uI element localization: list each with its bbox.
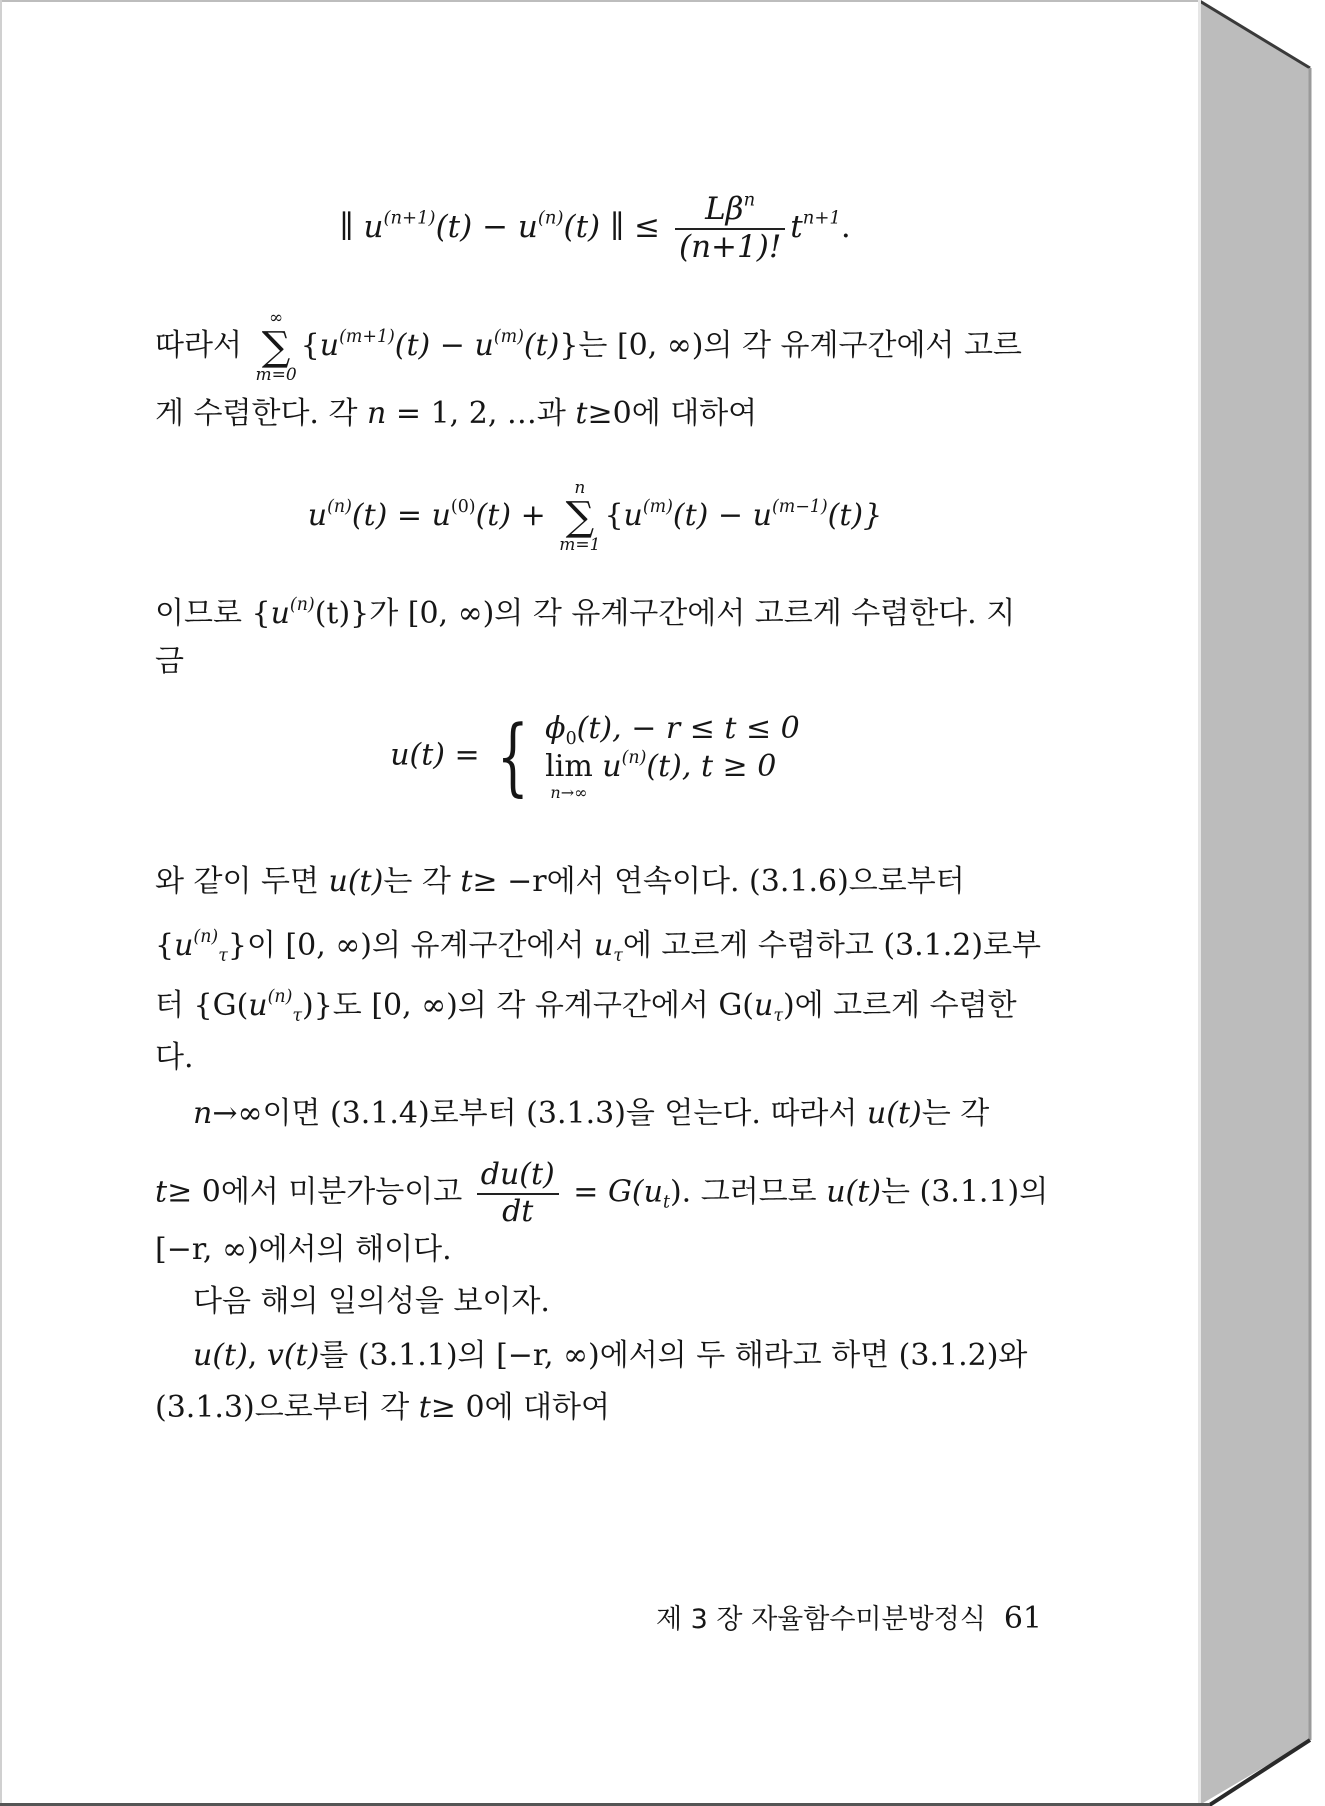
cases-rows: [545, 710, 800, 801]
text: }는 [0, ∞)의 각 유계구간에서 고르: [559, 328, 1022, 363]
math-t: (t): [523, 328, 560, 363]
brace-open: {: [604, 498, 624, 533]
text-line-5: [155, 864, 1035, 900]
math-t: (t): [435, 209, 473, 246]
limit: [545, 748, 593, 802]
superscript: n+1: [802, 207, 841, 229]
minus: −: [472, 209, 518, 246]
text: }이 [0, ∞)의 유계구간에서: [227, 928, 594, 963]
text: 다.: [155, 1040, 194, 1075]
fraction: [675, 189, 785, 265]
summation: [559, 480, 600, 554]
page-border-left: [0, 0, 2, 1806]
sum-symbol: ∑: [261, 324, 291, 370]
subscript: 0: [565, 729, 577, 750]
math-u-t: u(t): [826, 1174, 881, 1210]
math-t: (t) =: [351, 498, 432, 533]
text: ). 그러므로: [669, 1174, 827, 1210]
side-highlight: [1198, 0, 1201, 1806]
subscript: τ: [218, 946, 228, 967]
sum-lower: m=0: [255, 365, 297, 385]
math-u: u: [307, 498, 328, 533]
math-u: u: [643, 1174, 663, 1210]
sum-upper: ∞: [268, 308, 284, 328]
case-row-1: [545, 710, 800, 748]
text: [−r, ∞)에서의 해이다.: [155, 1232, 452, 1267]
superscript: (n): [193, 926, 219, 947]
superscript: (n): [267, 986, 293, 1007]
math-u: u: [754, 988, 774, 1023]
text: 를 (3.1.1)의 [−r, ∞)에서의 두 해라고 하면 (3.1.2)와: [319, 1338, 1028, 1373]
sum-symbol: ∑: [565, 494, 595, 540]
side-edge-graphic: [1198, 0, 1325, 1806]
superscript: (0): [450, 496, 476, 517]
math-t: t: [460, 864, 473, 899]
text: 는 각: [921, 1096, 990, 1131]
text: (3.1.3)으로부터 각: [155, 1390, 419, 1425]
math-n: n: [193, 1096, 213, 1131]
superscript: (n): [327, 496, 352, 517]
math-u: u: [248, 988, 268, 1023]
math-u: u: [431, 498, 451, 533]
text: →∞이면 (3.1.4)로부터 (3.1.3)을 얻는다. 따라서: [212, 1096, 867, 1131]
superscript: (m+1): [339, 326, 395, 347]
superscript: (n): [537, 207, 564, 229]
math-u: u: [319, 328, 340, 363]
math-v-t: v(t): [266, 1338, 320, 1373]
lim-subscript: n→∞: [550, 783, 588, 802]
norm-close: ∥ ≤: [600, 209, 670, 246]
superscript: (m): [642, 496, 673, 517]
math-t: t: [155, 1174, 168, 1210]
text: = G(: [563, 1174, 644, 1210]
side-face: [1198, 0, 1310, 1806]
text: ≥ −r에서 연속이다. (3.1.6)으로부터: [472, 864, 965, 899]
text-line-9: [155, 1096, 1035, 1132]
sum-lower: m=1: [559, 535, 601, 555]
text-line-6: [155, 926, 1042, 967]
case-row-2: [545, 748, 800, 802]
subscript: t: [662, 1192, 670, 1213]
page-footer: [656, 1597, 1042, 1636]
math-u-t: u(t): [328, 864, 384, 899]
text: )}도 [0, ∞)의 각 유계구간에서 G(: [302, 988, 754, 1023]
superscript: (m−1): [771, 496, 828, 517]
minus: −: [430, 328, 475, 363]
case-condition: (t), − r ≤ t ≤ 0: [576, 711, 800, 746]
brace-open: {: [300, 328, 320, 363]
superscript: n: [743, 189, 756, 211]
fraction-numerator: du(t): [477, 1158, 559, 1195]
text-line-12: [155, 1284, 1035, 1320]
math-u: u: [270, 596, 290, 631]
math-t: t: [790, 209, 803, 246]
page-border-top: [0, 0, 1198, 2]
math-u: u: [593, 928, 614, 963]
book-side-edge: [1198, 0, 1325, 1806]
text: ≥ 0에서 미분가능이고: [167, 1174, 472, 1210]
math-t: t: [575, 396, 588, 431]
chapter-title: 제 3 장 자율함수미분방정식: [656, 1604, 986, 1635]
superscript: (n): [289, 594, 315, 615]
text: 는 (3.1.1)의: [880, 1174, 1049, 1210]
sum-upper: n: [574, 478, 586, 498]
text-line-1: [155, 310, 1035, 384]
text: ≥ 0에 대하여: [430, 1390, 610, 1425]
math-u-t: u(t): [193, 1338, 248, 1373]
fraction-numerator: Lβ: [705, 191, 744, 227]
superscript: (m): [493, 326, 524, 347]
math-u: u: [592, 748, 622, 784]
math-u: u: [623, 498, 643, 533]
math-t: (t) +: [475, 498, 556, 533]
text-line-4: [155, 644, 1035, 680]
math-phi: ϕ: [545, 711, 566, 746]
text: 는 각: [383, 864, 461, 899]
lim-operator: lim: [545, 748, 593, 784]
text: 이므로 {: [155, 596, 271, 631]
page-number: 61: [1003, 1601, 1043, 1636]
math-u: u: [474, 328, 494, 363]
math-u-t: u(t): [866, 1096, 922, 1131]
period: .: [840, 209, 851, 246]
fraction-denominator: dt: [502, 1193, 534, 1229]
cases-brace: {: [496, 706, 529, 805]
math-t: (t): [563, 209, 601, 246]
math-t: (t) −: [672, 498, 753, 533]
text: 다음 해의 일의성을 보이자.: [193, 1284, 550, 1319]
text-line-14: [155, 1390, 1035, 1426]
text-line-7: [155, 986, 1035, 1027]
text-line-3: [155, 596, 1035, 632]
math-t: (t)}: [827, 498, 883, 533]
text: 와 같이 두면: [155, 864, 329, 899]
math-u: u: [752, 498, 772, 533]
math-u: u: [517, 209, 538, 246]
text: {: [155, 928, 175, 963]
math-u: u: [174, 928, 194, 963]
fraction-denominator: (n+1)!: [678, 228, 782, 265]
math-lhs: u(t) =: [390, 737, 480, 773]
text-line-10: [155, 1157, 1049, 1229]
text-line-8: [155, 1040, 1035, 1076]
text-line-11: [155, 1232, 1035, 1268]
text: )에 고르게 수렴한: [782, 988, 1017, 1023]
text: 따라서: [155, 328, 252, 363]
norm-open: ∥: [339, 209, 364, 246]
math-t: t: [418, 1390, 431, 1425]
superscript: (n+1): [383, 207, 436, 229]
subscript: τ: [773, 1006, 783, 1027]
text-line-2: [155, 396, 1035, 432]
subscript: τ: [292, 1006, 303, 1027]
superscript: (n): [621, 747, 647, 768]
equation-telescoping-sum: [155, 480, 1035, 554]
text: ,: [247, 1338, 267, 1373]
text: 터 {G(: [155, 988, 249, 1023]
math-u: u: [363, 209, 384, 246]
text: 금: [155, 644, 184, 679]
equation-norm-bound: [155, 189, 1035, 265]
text: = 1, 2, …과: [386, 396, 576, 431]
text: ≥0에 대하여: [587, 396, 758, 431]
summation: [255, 310, 296, 384]
fraction-derivative: [477, 1158, 559, 1229]
math-n: n: [367, 396, 387, 431]
equation-piecewise-definition: [155, 706, 1035, 805]
text-line-13: [155, 1338, 1035, 1374]
case-condition: (t), t ≥ 0: [646, 748, 777, 784]
text: 에 고르게 수렴하고 (3.1.2)로부: [622, 928, 1042, 963]
math-t: (t): [394, 328, 431, 363]
text: (t)}가 [0, ∞)의 각 유계구간에서 고르게 수렴한다. 지: [314, 596, 1016, 631]
text: 게 수렴한다. 각: [155, 396, 368, 431]
subscript: τ: [613, 946, 623, 967]
